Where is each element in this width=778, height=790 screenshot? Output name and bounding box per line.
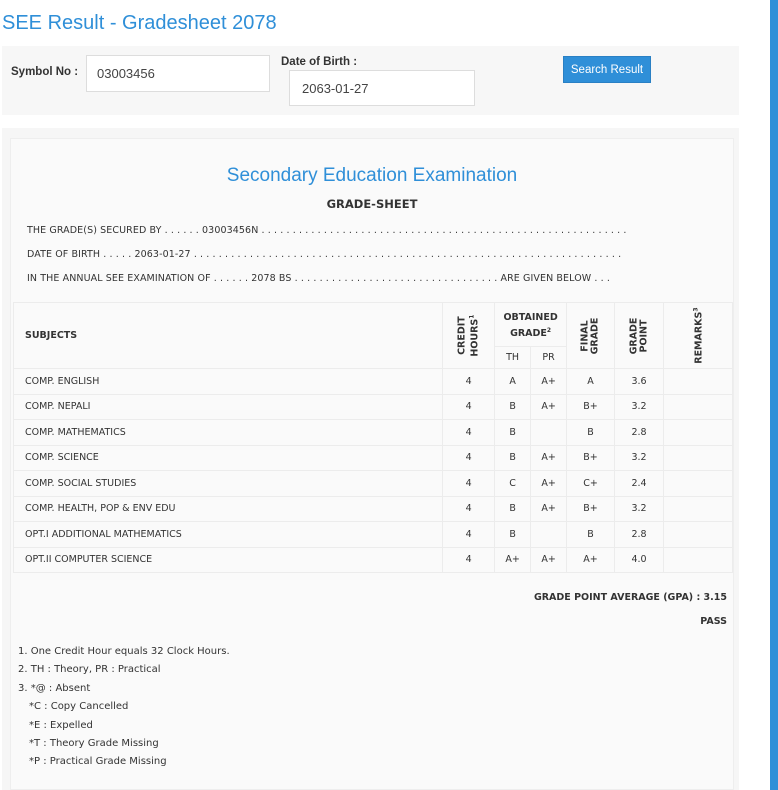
final-grade: A+ [567,547,615,573]
credit-hours: 4 [443,369,495,395]
obtained-grade-header: OBTAINED GRADE$^2$ [495,303,567,347]
theory-grade: B [495,420,531,446]
footnote-item: *E : Expelled [29,719,93,731]
remarks [663,522,732,548]
credit-hours: 4 [443,420,495,446]
table-row [14,547,733,573]
remarks-header: REMARKS$^3$ [663,303,732,369]
subject-name: COMP. NEPALI [14,394,443,420]
practical-grade [531,522,567,548]
credit-hours: 4 [443,394,495,420]
grade-table [13,302,733,573]
subjects-header: SUBJECTS [14,303,443,369]
symbol-label: Symbol No : [11,66,79,78]
gradesheet-container [2,128,739,790]
table-row [14,394,733,420]
footnote-item: 3. *@ : Absent [18,682,91,694]
credit-hours: 4 [443,496,495,522]
table-row [14,522,733,548]
table-header-row [14,303,733,347]
theory-grade: A+ [495,547,531,573]
theory-grade: B [495,496,531,522]
practical-grade: A+ [531,496,567,522]
subject-name: OPT.I ADDITIONAL MATHEMATICS [14,522,443,548]
page-title: SEE Result - Gradesheet 2078 [2,12,277,34]
final-grade: B [567,420,615,446]
remarks [663,420,732,446]
footnote-item: *P : Practical Grade Missing [29,756,167,768]
practical-grade: A+ [531,471,567,497]
remarks [663,547,732,573]
credit-hours: 4 [443,445,495,471]
result-status: PASS [700,616,727,627]
credit-hours: 4 [443,547,495,573]
footnotes [18,643,230,772]
final-grade-header: FINAL GRADE [567,303,615,369]
footnote-item: *T : Theory Grade Missing [29,738,159,750]
footnote-item: 2. TH : Theory, PR : Practical [18,664,161,676]
exam-year-line: IN THE ANNUAL SEE EXAMINATION OF . . . . . . 2078 BS . . . . . . . . . . . . . . . . . . . . . . . . . . . . . . . . . ARE GIVEN BELOW . . . [27,273,610,284]
gradesheet [10,138,734,790]
theory-grade: B [495,522,531,548]
pr-header: PR [531,347,567,369]
subject-name: OPT.II COMPUTER SCIENCE [14,547,443,573]
final-grade: B [567,522,615,548]
search-panel [2,46,739,115]
dob-label: Date of Birth : [281,56,358,68]
credit-hours-header: CREDIT HOURS$^1$ [443,303,495,369]
grade-point-header: GRADE POINT [615,303,664,369]
practical-grade: A+ [531,547,567,573]
student-symbol-line: THE GRADE(S) SECURED BY . . . . . . 03003456N . . . . . . . . . . . . . . . . . . . . . . . . . . . . . . . . . . . . . . . . . . . . . . . . . . . . . . . . . . . [27,225,627,236]
grade-point: 3.2 [615,496,664,522]
theory-grade: B [495,445,531,471]
table-row [14,471,733,497]
remarks [663,394,732,420]
gpa-summary: GRADE POINT AVERAGE (GPA) : 3.15 [533,592,727,603]
final-grade: B+ [567,394,615,420]
remarks [663,369,732,395]
practical-grade: A+ [531,445,567,471]
practical-grade [531,420,567,446]
credit-hours: 4 [443,471,495,497]
scrollbar[interactable] [770,0,778,790]
remarks [663,445,732,471]
table-row [14,445,733,471]
grade-point: 2.8 [615,522,664,548]
table-row [14,369,733,395]
grade-point: 2.8 [615,420,664,446]
credit-hours: 4 [443,522,495,548]
final-grade: A [567,369,615,395]
student-dob-line: DATE OF BIRTH . . . . . 2063-01-27 . . . . . . . . . . . . . . . . . . . . . . . . . . . . . . . . . . . . . . . . . . . . . . . . . . . . . . . . . . . . . . . . . . . . . [27,249,622,260]
footnote-item: 1. One Credit Hour equals 32 Clock Hours. [18,646,230,657]
table-row [14,496,733,522]
practical-grade: A+ [531,369,567,395]
remarks [663,496,732,522]
remarks [663,471,732,497]
table-row [14,420,733,446]
grade-point: 2.4 [615,471,664,497]
grade-point: 3.6 [615,369,664,395]
subject-name: COMP. SCIENCE [14,445,443,471]
subject-name: COMP. ENGLISH [14,369,443,395]
dob-input[interactable] [289,70,475,106]
th-header: TH [495,347,531,369]
theory-grade: C [495,471,531,497]
final-grade: B+ [567,496,615,522]
subject-name: COMP. MATHEMATICS [14,420,443,446]
subject-name: COMP. SOCIAL STUDIES [14,471,443,497]
exam-title: Secondary Education Examination [226,165,518,186]
grade-point: 3.2 [615,394,664,420]
search-result-button[interactable]: Search Result [563,56,651,83]
grade-point: 4.0 [615,547,664,573]
gradesheet-title: GRADE-SHEET [326,197,418,211]
grade-point: 3.2 [615,445,664,471]
final-grade: B+ [567,445,615,471]
final-grade: C+ [567,471,615,497]
theory-grade: A [495,369,531,395]
symbol-input[interactable] [86,55,270,92]
subject-name: COMP. HEALTH, POP & ENV EDU [14,496,443,522]
theory-grade: B [495,394,531,420]
footnote-item: *C : Copy Cancelled [29,701,129,713]
practical-grade: A+ [531,394,567,420]
